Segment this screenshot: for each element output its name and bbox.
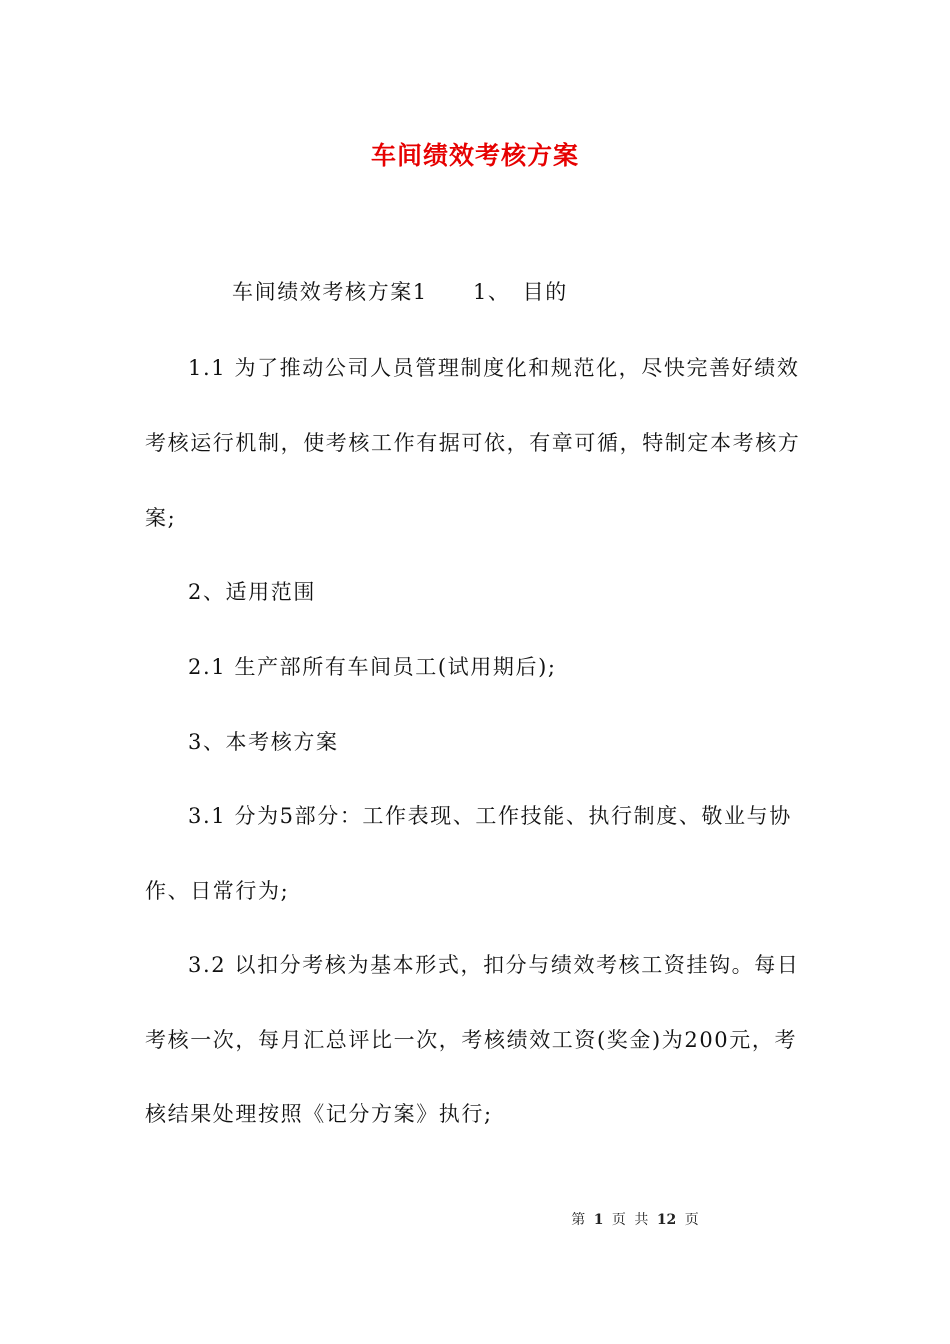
paragraph-line: 考核一次，每月汇总评比一次，考核绩效工资(奖金)为200元，考: [145, 1028, 798, 1052]
paragraph-line: 2.1 生产部所有车间员工(试用期后);: [188, 655, 557, 679]
document-title: 车间绩效考核方案: [370, 141, 579, 170]
page-footer: [0, 1209, 950, 1229]
footer-total-word: 共: [634, 1212, 649, 1228]
paragraph-line: 案;: [145, 506, 177, 530]
total-pages-number: 12: [656, 1212, 677, 1228]
paragraph-line: 车间绩效考核方案1 1、 目的: [232, 280, 568, 304]
section-heading: 3、本考核方案: [188, 730, 339, 754]
footer-suffix: 页: [684, 1212, 699, 1228]
paragraph-line: 作、日常行为;: [145, 879, 290, 903]
footer-prefix: 第: [571, 1212, 586, 1228]
paragraph-line: 3.2 以扣分考核为基本形式，扣分与绩效考核工资挂钩。每日: [188, 953, 800, 977]
paragraph-line: 核结果处理按照《记分方案》执行;: [145, 1102, 493, 1126]
footer-page-word: 页: [611, 1212, 626, 1228]
paragraph-line: 考核运行机制，使考核工作有据可依，有章可循，特制定本考核方: [145, 431, 801, 455]
section-heading: 2、适用范围: [188, 580, 316, 604]
paragraph-line: 3.1 分为5部分：工作表现、工作技能、执行制度、敬业与协: [188, 804, 792, 828]
paragraph-line: 1.1 为了推动公司人员管理制度化和规范化，尽快完善好绩效: [188, 356, 800, 380]
current-page-number: 1: [593, 1212, 604, 1228]
